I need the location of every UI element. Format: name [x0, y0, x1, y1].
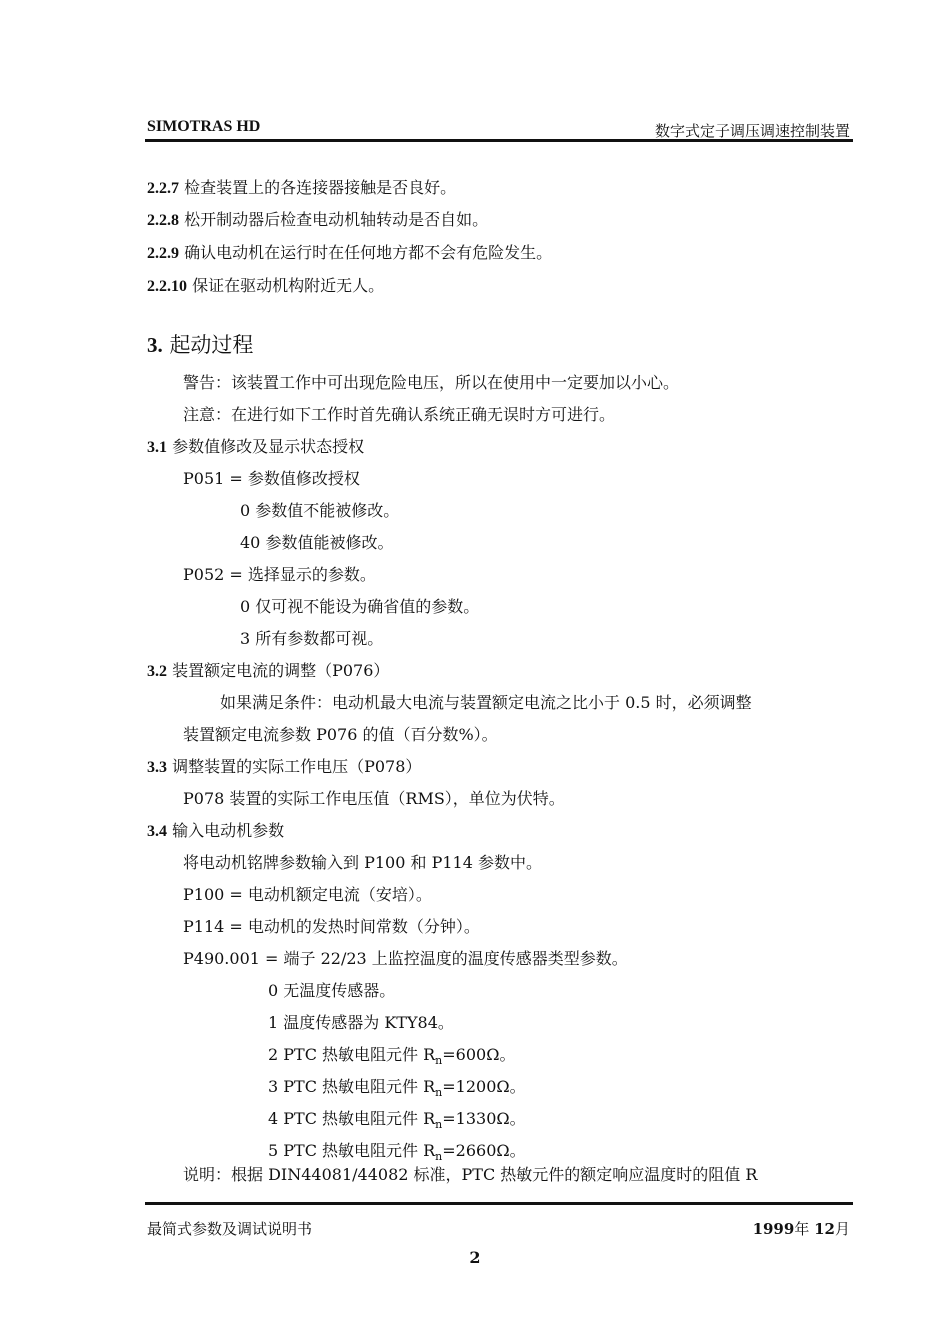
header-document-title: 数字式定子调压调速控制装置	[654, 122, 850, 140]
item-number: 2.2.7	[147, 180, 179, 197]
param-p100: P100 = 电动机额定电流（安培）。	[183, 885, 432, 904]
param-option-ptc	[268, 1045, 515, 1071]
warning-text: 警告：该装置工作中可出现危险电压，所以在使用中一定要加以小心。	[183, 373, 680, 392]
section-3-2-heading	[147, 661, 389, 682]
item-2-2-9	[147, 243, 552, 264]
param-option: 3 所有参数都可视。	[240, 629, 384, 648]
item-number: 2.2.9	[147, 245, 179, 262]
section-number: 3.	[147, 333, 163, 357]
param-option: 0 参数值不能被修改。	[240, 501, 400, 520]
param-option: 40 参数值能被修改。	[240, 533, 394, 552]
paragraph-line: 如果满足条件：电动机最大电流与装置额定电流之比小于 0.5 时，必须调整	[220, 693, 752, 712]
param-option: 1 温度传感器为 KTY84。	[268, 1013, 454, 1032]
item-number: 2.2.10	[147, 278, 187, 295]
option-text: 4 PTC 热敏电阻元件 R	[268, 1109, 436, 1128]
footer-month: 12	[814, 1220, 835, 1238]
section-number: 3.3	[147, 759, 167, 776]
section-number: 3.2	[147, 663, 167, 680]
item-text: 保证在驱动机构附近无人。	[192, 276, 385, 295]
footer-date	[753, 1218, 850, 1239]
param-p051: P051 = 参数值修改授权	[183, 469, 360, 488]
section-3-3-heading	[147, 757, 421, 778]
footer-year-unit: 年	[794, 1220, 810, 1238]
item-text: 松开制动器后检查电动机轴转动是否自如。	[184, 210, 489, 229]
item-number: 2.2.8	[147, 212, 179, 229]
subscript: n	[435, 1054, 443, 1067]
subscript: n	[435, 1118, 443, 1131]
resistance-value: =1330Ω。	[442, 1109, 526, 1128]
item-text: 确认电动机在运行时在任何地方都不会有危险发生。	[184, 243, 553, 262]
note-text: 注意：在进行如下工作时首先确认系统正确无误时方可进行。	[183, 405, 616, 424]
param-option: 0 仅可视不能设为确省值的参数。	[240, 597, 480, 616]
resistance-value: =2660Ω。	[442, 1141, 526, 1160]
item-2-2-7	[147, 178, 456, 199]
section-title: 起动过程	[169, 333, 254, 357]
footer-document-name: 最简式参数及调试说明书	[147, 1220, 313, 1238]
option-text: 2 PTC 热敏电阻元件 R	[268, 1045, 436, 1064]
param-p078: P078 装置的实际工作电压值（RMS），单位为伏特。	[183, 789, 565, 808]
param-option-ptc	[268, 1141, 526, 1167]
page-number: 2	[469, 1248, 481, 1267]
item-2-2-10	[147, 276, 384, 297]
section-3-1-heading	[147, 437, 364, 458]
footer-year: 1999	[752, 1220, 795, 1238]
option-text: 5 PTC 热敏电阻元件 R	[268, 1141, 436, 1160]
footer-rule	[145, 1202, 853, 1205]
param-option-ptc	[268, 1077, 526, 1103]
header-rule	[145, 139, 853, 142]
subscript: n	[435, 1150, 443, 1163]
resistance-value: =600Ω。	[442, 1045, 516, 1064]
section-title: 装置额定电流的调整（P076）	[172, 661, 390, 680]
option-text: 3 PTC 热敏电阻元件 R	[268, 1077, 436, 1096]
param-p052: P052 = 选择显示的参数。	[183, 565, 376, 584]
subscript: n	[435, 1086, 443, 1099]
section-3-heading	[147, 332, 253, 358]
resistance-value: =1200Ω。	[442, 1077, 526, 1096]
header-product-name: SIMOTRAS HD	[147, 118, 261, 135]
param-p490: P490.001 = 端子 22/23 上监控温度的温度传感器类型参数。	[183, 949, 628, 968]
param-p114: P114 = 电动机的发热时间常数（分钟）。	[183, 917, 480, 936]
section-number: 3.1	[147, 439, 167, 456]
item-text: 检查装置上的各连接器接触是否良好。	[184, 178, 457, 197]
paragraph-line: 装置额定电流参数 P076 的值（百分数%）。	[183, 725, 498, 744]
param-option-ptc	[268, 1109, 526, 1135]
section-3-4-heading	[147, 821, 284, 842]
footer-month-unit: 月	[834, 1220, 850, 1238]
section-title: 输入电动机参数	[172, 821, 285, 840]
paragraph-line: 将电动机铭牌参数输入到 P100 和 P114 参数中。	[183, 853, 542, 872]
explanation-text: 说明：根据 DIN44081/44082 标准，PTC 热敏元件的额定响应温度时的阻值 R	[183, 1165, 758, 1184]
section-title: 参数值修改及显示状态授权	[172, 437, 365, 456]
param-option: 0 无温度传感器。	[268, 981, 396, 1000]
item-2-2-8	[147, 210, 488, 231]
section-title: 调整装置的实际工作电压（P078）	[172, 757, 422, 776]
section-number: 3.4	[147, 823, 167, 840]
